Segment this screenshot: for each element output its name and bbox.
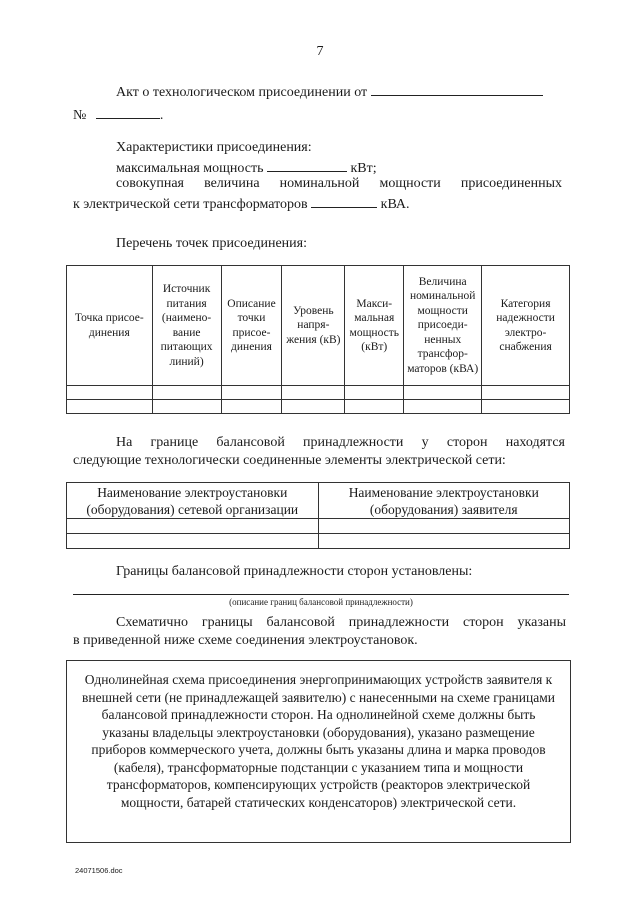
- elements-col-header: Наименование электроустановки (оборудования) заявителя: [318, 483, 570, 519]
- elements-table: [66, 482, 570, 549]
- table-cell[interactable]: [67, 519, 319, 534]
- page-number: 7: [316, 44, 324, 59]
- act-number-suffix: .: [159, 108, 164, 123]
- max-power-unit: кВт;: [350, 161, 377, 176]
- table-cell[interactable]: [221, 400, 282, 414]
- table-cell[interactable]: [67, 400, 153, 414]
- boundary-established: Границы балансовой принадлежности сторон установлены:: [116, 564, 473, 579]
- table-cell[interactable]: [152, 386, 221, 400]
- table-cell[interactable]: [345, 386, 404, 400]
- points-table: [66, 265, 570, 414]
- table-cell[interactable]: [152, 400, 221, 414]
- table-row: [67, 386, 570, 400]
- schematic-line2: в приведенной ниже схеме соединения электроустановок.: [73, 633, 418, 648]
- table-cell[interactable]: [482, 400, 570, 414]
- table-cell[interactable]: [282, 386, 345, 400]
- boundary-line2: следующие технологически соединенные элементы электрической сети:: [73, 453, 506, 468]
- max-power-field[interactable]: [267, 157, 347, 172]
- table-row: [67, 400, 570, 414]
- table-cell[interactable]: [482, 386, 570, 400]
- table-cell[interactable]: [67, 534, 319, 549]
- elements-col-header: Наименование электроустановки (оборудования) сетевой организации: [67, 483, 319, 519]
- points-header-row: [67, 266, 570, 386]
- points-col-header: Точка присое-динения: [67, 266, 153, 386]
- table-row: [67, 534, 570, 549]
- total-power-line2: [73, 193, 410, 214]
- boundary-description-field[interactable]: [73, 594, 569, 595]
- table-cell[interactable]: [318, 519, 570, 534]
- characteristics-heading: Характеристики присоединения:: [116, 140, 312, 155]
- points-col-header: Описание точки присое-динения: [221, 266, 282, 386]
- schematic-line1: Схематично границы балансовой принадлежности сторон указаны: [116, 615, 566, 630]
- act-number-line: [73, 104, 163, 125]
- act-number-label: №: [73, 108, 87, 123]
- boundary-line1: На границе балансовой принадлежности у сторон находятся: [116, 435, 565, 450]
- points-col-header: Величина номинальной мощности присоеди-ненных трансфор-маторов (кВА): [404, 266, 482, 386]
- points-heading: Перечень точек присоединения:: [116, 236, 307, 251]
- table-cell[interactable]: [221, 386, 282, 400]
- points-col-header: Источник питания (наимено-вание питающих линий): [152, 266, 221, 386]
- act-number-field[interactable]: [96, 104, 160, 119]
- table-cell[interactable]: [404, 400, 482, 414]
- total-power-line1: совокупная величина номинальной мощности присоединенных: [116, 176, 562, 191]
- table-cell[interactable]: [345, 400, 404, 414]
- elements-header-row: [67, 483, 570, 519]
- table-row: [67, 519, 570, 534]
- boundary-caption: (описание границ балансовой принадлежности): [229, 597, 413, 607]
- act-title-line: [116, 81, 543, 102]
- points-col-header: Категория надежности электро-снабжения: [482, 266, 570, 386]
- table-cell[interactable]: [318, 534, 570, 549]
- total-power-field[interactable]: [311, 193, 377, 208]
- table-cell[interactable]: [282, 400, 345, 414]
- max-power-label: максимальная мощность: [116, 161, 264, 176]
- total-power-label: к электрической сети трансформаторов: [73, 197, 308, 212]
- table-cell[interactable]: [404, 386, 482, 400]
- total-power-unit: кВА.: [380, 197, 410, 212]
- act-date-field[interactable]: [371, 81, 543, 96]
- points-col-header: Уровень напря-жения (кВ): [282, 266, 345, 386]
- table-cell[interactable]: [67, 386, 153, 400]
- schematic-box: Однолинейная схема присоединения энергопринимающих устройств заявителя к внешней сети (не принадлежащей заявителю) с нанесенными на схеме границами балансовой принадлежности сторон. На однолинейной схеме должны быть указаны владельцы электроустановки (оборудования), указано размещение приборов коммерческого учета, должны быть указаны длина и марка проводов (кабеля), трансформаторные подстанции с указанием типа и мощности трансформаторов, компенсирующих устройств (реакторов электрической мощности, батарей статических конденсаторов) электрической сети.: [66, 660, 571, 843]
- points-col-header: Макси-мальная мощность (кВт): [345, 266, 404, 386]
- document-id: 24071506.doc: [75, 866, 123, 875]
- act-title: Акт о технологическом присоединении от: [116, 85, 368, 100]
